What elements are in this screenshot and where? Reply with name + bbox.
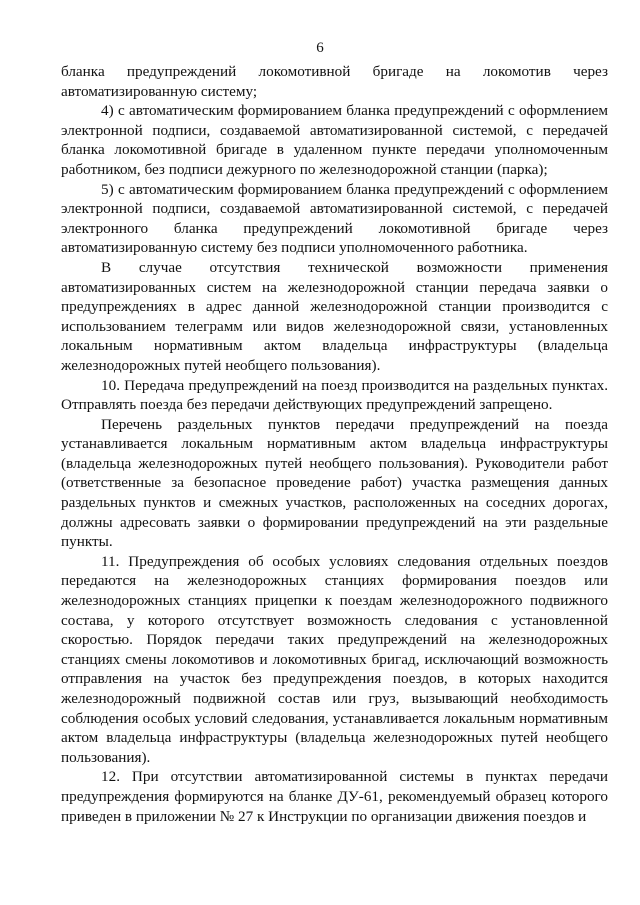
- paragraph-separate-points-list: Перечень раздельных пунктов передачи предупреждений на поезда устанавливается локальным нормативным актом владельца инфраструктуры (владельца железнодорожных путей необщего пользования). Руководители работ (ответственные за безопасное проведение работ) участка размещения данных раздельных пунктов и смежных участков, расположенных на соседних дорогах, должны адресовать заявки о формировании предупреждений на эти раздельные пункты.: [61, 415, 608, 551]
- paragraph-no-automation: В случае отсутствия технической возможности применения автоматизированных систем на железнодорожной станции передача заявки о предупреждениях в адрес данной железнодорожной станции производится с использованием телеграмм или видов железнодорожной связи, установленных локальным нормативным актом владельца инфраструктуры (владельца железнодорожных путей необщего пользования).: [61, 258, 608, 374]
- paragraph-continuation: бланка предупреждений локомотивной бригаде на локомотив через автоматизированную систему;: [61, 63, 608, 100]
- paragraph-section-12: 12. При отсутствии автоматизированной системы в пунктах передачи предупреждения формируются на бланке ДУ-61, рекомендуемый образец которого приведен в приложении № 27 к Инструкции по организации движения поездов и: [61, 768, 608, 825]
- paragraph-item-4: 4) с автоматическим формированием бланка предупреждений с оформлением электронной подписи, создаваемой автоматизированной системой, с передачей бланка локомотивной бригаде в удаленном пункте передачи уполномоченным работником, без подписи дежурного по железнодорожной станции (парка);: [61, 102, 608, 178]
- page-number: 6: [316, 40, 324, 56]
- paragraph-item-5: 5) с автоматическим формированием бланка предупреждений с оформлением электронной подписи, создаваемой автоматизированной системой, с передачей электронного бланка предупреждений локомотивной бригаде через автоматизированную систему без подписи уполномоченного работника.: [61, 180, 608, 257]
- paragraph-section-10: 10. Передача предупреждений на поезд производится на раздельных пунктах. Отправлять поезда без передачи действующих предупреждений запрещено.: [61, 376, 608, 414]
- paragraph-section-11: 11. Предупреждения об особых условиях следования отдельных поездов передаются на железнодорожных станциях формирования поездов или железнодорожных станциях прицепки к поездам железнодорожного подвижного состава, у которого отсутствует возможность следования с установленной скоростью. Порядок передачи таких предупреждений на железнодорожных станциях смены локомотивов и локомотивных бригад, исключающий возможность отправления на участок без предупреждения поездов, в которых находится железнодорожный подвижной состав или груз, вызывающий необходимость соблюдения особых условий следования, устанавливается локальным нормативным актом владельца инфраструктуры (владельца железнодорожных путей необщего пользования).: [61, 552, 608, 766]
- page-body: [61, 62, 608, 826]
